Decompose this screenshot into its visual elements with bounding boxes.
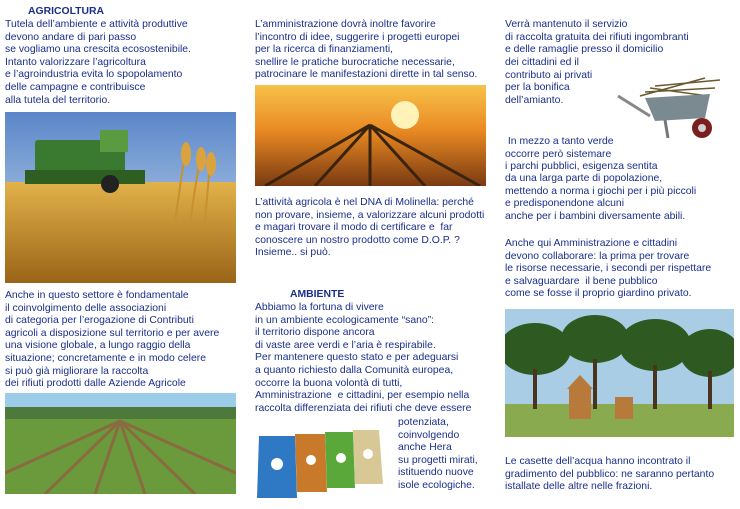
- amministrazione-text: L’amministrazione dovrà inoltre favorire l’incontro di idee, suggerire i progetti europei per la ricerca di finanziamenti, snellire le pratiche burocratiche necessarie, patrocinare le manifestazioni dirette in tal senso.: [255, 19, 478, 81]
- heading-ambiente: AMBIENTE: [290, 289, 345, 300]
- vineyard-sunset-photo: [255, 85, 486, 186]
- recycling-bags-photo: [255, 420, 387, 500]
- agricoltura-intro-text: Tutela dell’ambiente e attività produttive devono andare di pari passo se vogliamo una crescita ecosostenibile. Intanto valorizzare l’agricoltura e l’agroindustria evita lo spopolamento delle campagne e contribuisce alla tutela del territorio.: [5, 19, 191, 106]
- parchi-verde-text: In mezzo a tanto verde occorre però sistemare i parchi pubblici, esigenza sentita: [505, 136, 658, 173]
- molinella-dop-text: L’attività agricola è nel DNA di Molinella: perché non provare, insieme, a valorizzare alcuni prodotti e magari trovare il modo di certificare e far conoscere un nostro prodotto come D.O.P. ? Insieme.. si può.: [255, 197, 485, 259]
- heading-agricoltura: AGRICOLTURA: [28, 6, 104, 17]
- parchi-giochi-text: da una larga parte di popolazione, mettendo a norma i giochi per i più piccoli e predisponendone alcuni anche per i bambini diversamente abili.: [505, 173, 697, 222]
- wheat-harvester-photo: [5, 112, 236, 283]
- vegetable-field-photo: [5, 393, 236, 494]
- ambiente-hera-text: potenziata, coinvolgendo anche Hera su progetti mirati, istituendo nuove isole ecologiche.: [398, 417, 478, 491]
- ambiente-text: Abbiamo la fortuna di vivere in un ambiente ecologicamente “sano”: il territorio dispone ancora di vaste aree verdi e l’aria è respirabile. Per mantenere questo stato e per adeguarsi a quanto richiesto dalla Comunità europea, occorre la buona volontà di tutti, Amministrazione e cittadini, per esempio nella raccolta differenziata dei rifiuti che deve essere: [255, 302, 472, 414]
- public-park-playground-photo: [505, 309, 734, 437]
- raccolta-ingombranti-text: Verrà mantenuto il servizio di raccolta gratuita dei rifiuti ingombranti e delle ramaglie presso il domicilio: [505, 19, 689, 56]
- agricoltura-contributi-text: Anche in questo settore è fondamentale il coinvolgimento delle associazioni di categoria per l’erogazione di Contributi agricoli a disposizione sul territorio e per avere una visione globale, a lungo raggio della situazione; concretamente e in modo celere si può già migliorare la raccolta dei rifiuti prodotti dalle Aziende Agricole: [5, 290, 220, 390]
- collaborare-text: Anche qui Amministrazione e cittadini devono collaborare: la prima per trovare le risorse necessarie, i secondi per rispettare e salvaguardare il bene pubblico come se fosse il proprio giardino privato.: [505, 238, 712, 300]
- casette-acqua-text: Le casette dell’acqua hanno incontrato il gradimento del pubblico: ne saranno pertanto istallate delle altre nelle frazioni.: [505, 456, 715, 493]
- amianto-text: dei cittadini ed il contributo ai privati per la bonifica dell’amianto.: [505, 57, 593, 106]
